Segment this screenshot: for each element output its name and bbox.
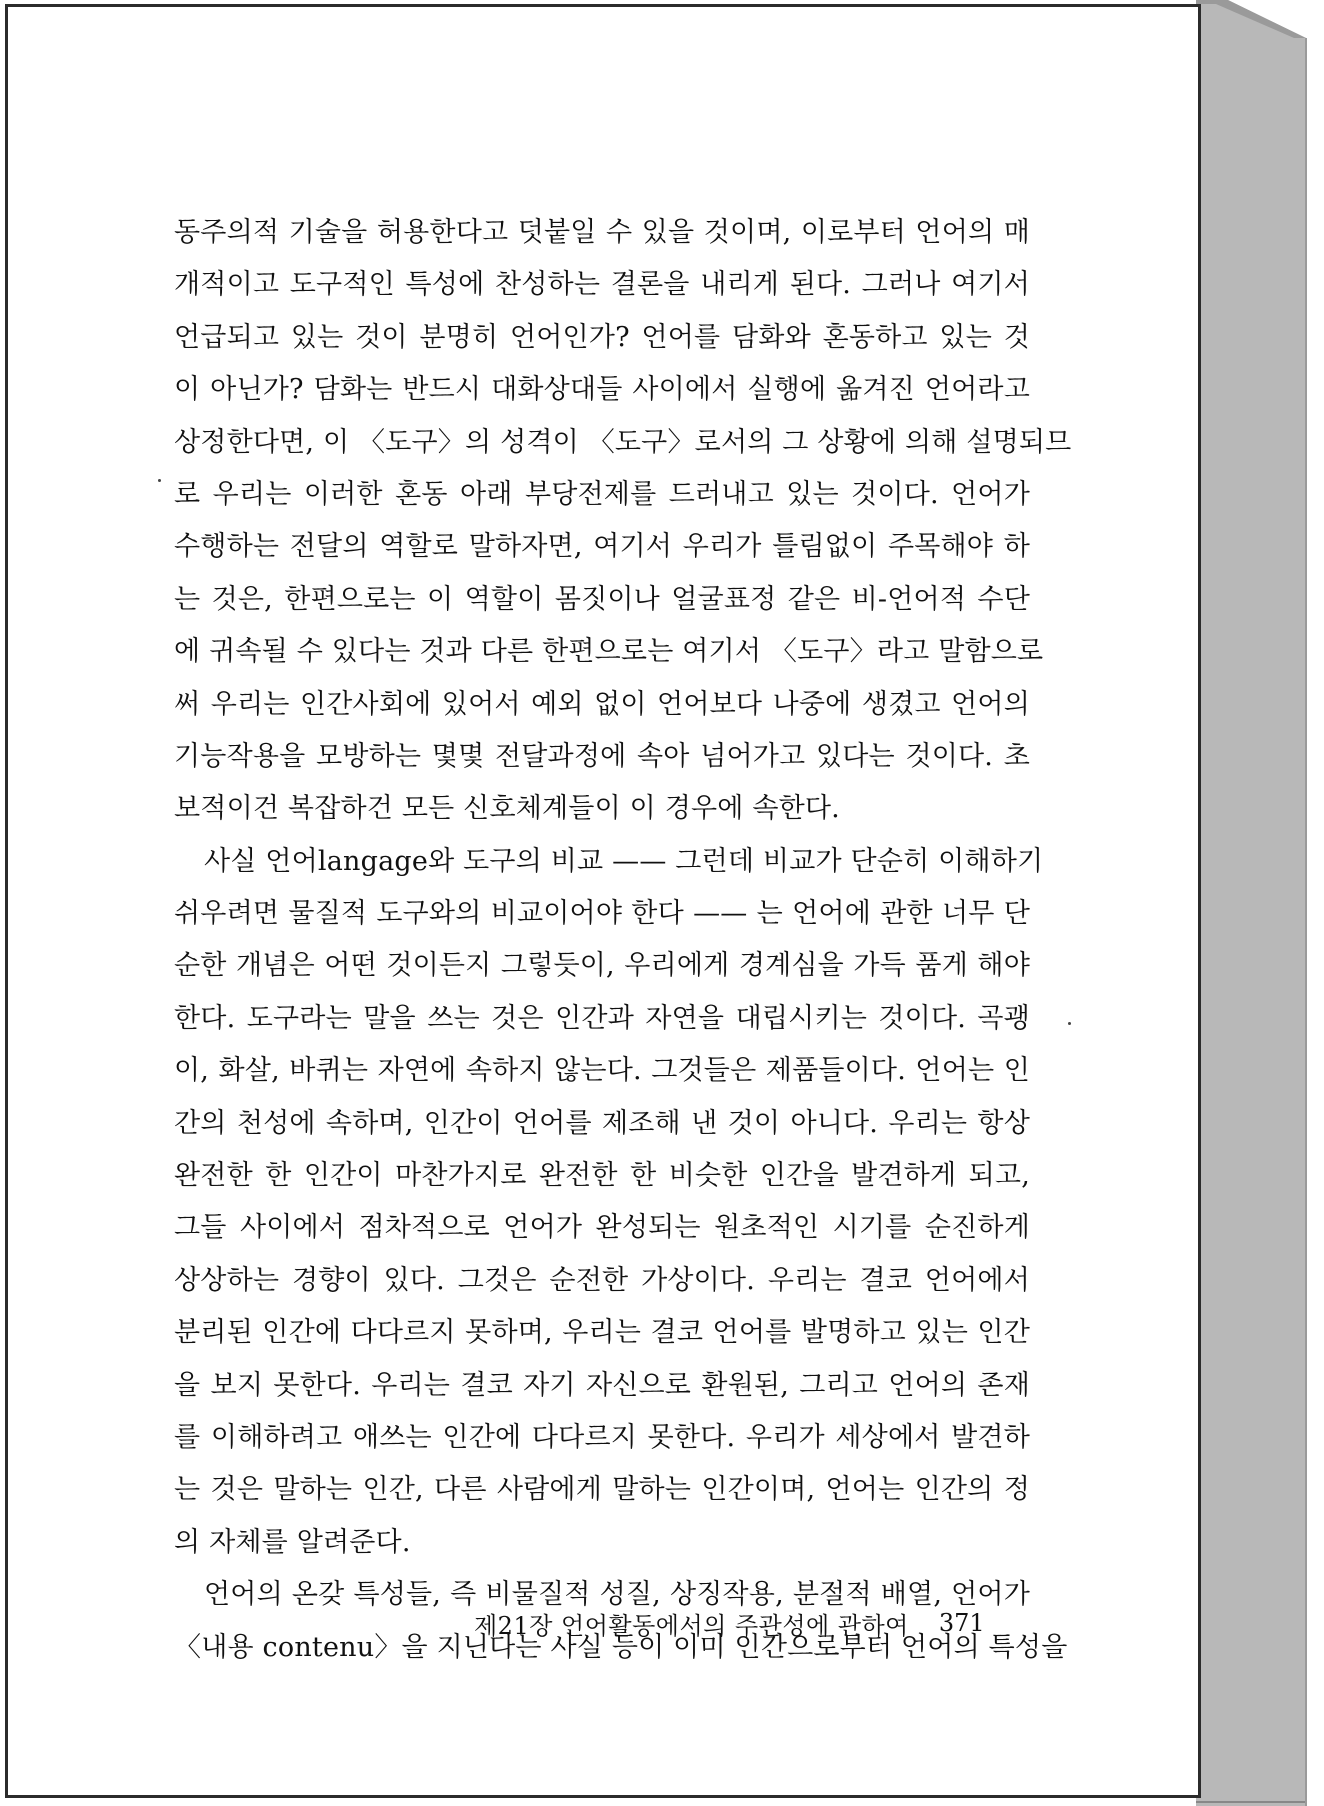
text-line: 한다. 도구라는 말을 쓰는 것은 인간과 자연을 대립시키는 것이다. 곡괭 [174, 1002, 1030, 1034]
page-number: 371 [938, 1609, 985, 1637]
text-line: 상상하는 경향이 있다. 그것은 순전한 가상이다. 우리는 결코 언어에서 [174, 1264, 1030, 1296]
text-line: 개적이고 도구적인 특성에 찬성하는 결론을 내리게 된다. 그러나 여기서 [174, 269, 1030, 301]
running-footer [474, 1605, 994, 1641]
text-line: 수행하는 전달의 역할로 말하자면, 여기서 우리가 틀림없이 주목해야 하 [174, 531, 1030, 563]
text-line: 이 아닌가? 담화는 반드시 대화상대들 사이에서 실행에 옮겨진 언어라고 [174, 374, 1030, 406]
scan-speck [1068, 1022, 1071, 1025]
text-line: 〈내용 contenu〉을 지닌다는 사실 등이 이미 인간으로부터 언어의 특성을 [174, 1631, 1068, 1663]
text-line: 로 우리는 이러한 혼동 아래 부당전제를 드러내고 있는 것이다. 언어가 [174, 478, 1030, 510]
text-line: 쉬우려면 물질적 도구와의 비교이어야 한다 —— 는 언어에 관한 너무 단 [174, 898, 1030, 930]
text-line: 써 우리는 인간사회에 있어서 예외 없이 언어보다 나중에 생겼고 언어의 [174, 688, 1030, 720]
text-line: 분리된 인간에 다다르지 못하며, 우리는 결코 언어를 발명하고 있는 인간 [174, 1317, 1030, 1349]
text-line: 완전한 한 인간이 마찬가지로 완전한 한 비슷한 인간을 발견하게 되고, [174, 1160, 1030, 1192]
text-line: 기능작용을 모방하는 몇몇 전달과정에 속아 넘어가고 있다는 것이다. 초 [174, 740, 1030, 772]
text-line: 상정한다면, 이 〈도구〉의 성격이 〈도구〉로서의 그 상황에 의해 설명되므 [174, 426, 1072, 458]
text-line: 그들 사이에서 점차적으로 언어가 완성되는 원초적인 시기를 순진하게 [174, 1212, 1030, 1244]
chapter-title: 제21장 언어활동에서의 주관성에 관하여 [474, 1611, 909, 1640]
text-line: 순한 개념은 어떤 것이든지 그렇듯이, 우리에게 경계심을 가득 품게 해야 [174, 950, 1030, 982]
text-line: 이, 화살, 바퀴는 자연에 속하지 않는다. 그것들은 제품들이다. 언어는 인 [174, 1055, 1030, 1087]
text-line: 을 보지 못한다. 우리는 결코 자기 자신으로 환원된, 그리고 언어의 존재 [174, 1369, 1030, 1401]
text-line: 언급되고 있는 것이 분명히 언어인가? 언어를 담화와 혼동하고 있는 것 [174, 321, 1030, 353]
text-line: 는 것은 말하는 인간, 다른 사람에게 말하는 인간이며, 언어는 인간의 정 [174, 1474, 1030, 1506]
paragraph-start: 사실 언어langage와 도구의 비교 —— 그런데 비교가 단순히 이해하기 [204, 845, 1044, 877]
paragraph-start: 언어의 온갖 특성들, 즉 비물질적 성질, 상징작용, 분절적 배열, 언어가 [204, 1579, 1030, 1611]
page-stack-edge [1196, 0, 1316, 1806]
body-text [174, 207, 1072, 1674]
text-line: 동주의적 기술을 허용한다고 덧붙일 수 있을 것이며, 이로부터 언어의 매 [174, 217, 1030, 248]
text-line: 간의 천성에 속하며, 인간이 언어를 제조해 낸 것이 아니다. 우리는 항상 [174, 1107, 1030, 1139]
text-line: 에 귀속될 수 있다는 것과 다른 한편으로는 여기서 〈도구〉라고 말함으로 [174, 636, 1044, 668]
text-line: 는 것은, 한편으로는 이 역할이 몸짓이나 얼굴표정 같은 비-언어적 수단 [174, 583, 1030, 615]
text-line: 를 이해하려고 애쓰는 인간에 다다르지 못한다. 우리가 세상에서 발견하 [174, 1421, 1030, 1453]
scan-speck [158, 479, 161, 482]
text-line: 보적이건 복잡하건 모든 신호체계들이 이 경우에 속한다. [174, 793, 840, 825]
text-line: 의 자체를 알려준다. [174, 1526, 411, 1558]
